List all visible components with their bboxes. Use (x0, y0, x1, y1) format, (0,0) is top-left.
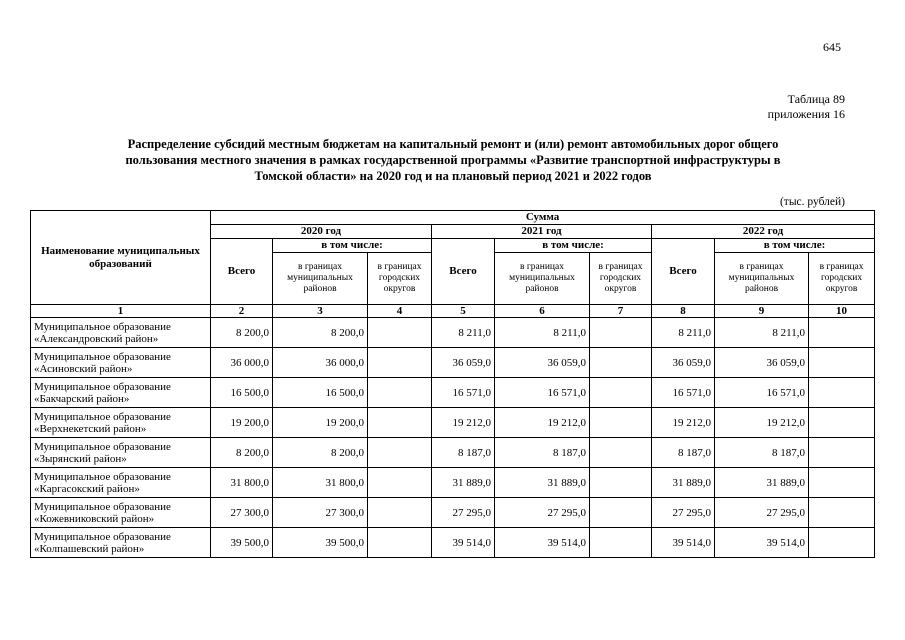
amount-cell: 8 200,0 (273, 438, 368, 468)
amount-cell: 31 889,0 (432, 468, 495, 498)
table-row (31, 408, 875, 438)
municipality-type: Муниципальное образование (34, 500, 171, 513)
amount-cell (590, 438, 652, 468)
header-total-2022: Всего (652, 239, 715, 305)
municipality-name (31, 318, 211, 348)
amount-cell: 27 295,0 (715, 498, 809, 528)
municipality-name (31, 348, 211, 378)
column-number: 2 (211, 305, 273, 318)
table-row (31, 468, 875, 498)
header-name-column: Наименование муниципальных образований (31, 211, 211, 305)
amount-cell: 31 889,0 (495, 468, 590, 498)
amount-cell (590, 378, 652, 408)
header-okrugs-2021: в границах городских округов (590, 253, 652, 305)
header-total-2021: Всего (432, 239, 495, 305)
column-number: 9 (715, 305, 809, 318)
column-number: 6 (495, 305, 590, 318)
amount-cell (809, 468, 875, 498)
amount-cell: 19 200,0 (211, 408, 273, 438)
amount-cell: 31 800,0 (273, 468, 368, 498)
table-row (31, 318, 875, 348)
municipality-name (31, 498, 211, 528)
column-number: 7 (590, 305, 652, 318)
title-line-2: пользования местного значения в рамках государственной программы «Развитие транспортной инфраструктуры в (125, 153, 781, 167)
amount-cell (809, 348, 875, 378)
amount-cell (809, 438, 875, 468)
column-number: 4 (368, 305, 432, 318)
page-number: 645 (823, 40, 841, 54)
municipality-type: Муниципальное образование (34, 320, 171, 333)
amount-cell: 8 187,0 (432, 438, 495, 468)
municipality-type: Муниципальное образование (34, 470, 171, 483)
table-row (31, 438, 875, 468)
column-numbers-row (31, 305, 875, 318)
amount-cell: 19 200,0 (273, 408, 368, 438)
amount-cell (590, 318, 652, 348)
amount-cell: 8 211,0 (652, 318, 715, 348)
column-number: 3 (273, 305, 368, 318)
municipality-name (31, 378, 211, 408)
amount-cell: 36 059,0 (652, 348, 715, 378)
column-number: 5 (432, 305, 495, 318)
amount-cell (368, 408, 432, 438)
table-row (31, 378, 875, 408)
amount-cell: 16 571,0 (495, 378, 590, 408)
amount-cell: 39 514,0 (715, 528, 809, 558)
amount-cell: 8 187,0 (495, 438, 590, 468)
municipality-title: «Каргасокский район» (34, 482, 140, 495)
amount-cell: 16 571,0 (432, 378, 495, 408)
header-districts-2022: в границах муниципальных районов (715, 253, 809, 305)
header-districts-2020: в границах муниципальных районов (273, 253, 368, 305)
municipality-title: «Александровский район» (34, 332, 159, 345)
amount-cell: 19 212,0 (652, 408, 715, 438)
amount-cell (368, 498, 432, 528)
column-number: 8 (652, 305, 715, 318)
amount-cell: 16 571,0 (715, 378, 809, 408)
amount-cell (368, 438, 432, 468)
table-row (31, 498, 875, 528)
amount-cell (368, 318, 432, 348)
amount-cell (590, 498, 652, 528)
amount-cell: 8 187,0 (652, 438, 715, 468)
amount-cell: 8 211,0 (432, 318, 495, 348)
municipality-name (31, 468, 211, 498)
amount-cell (809, 318, 875, 348)
amount-cell: 27 295,0 (652, 498, 715, 528)
municipality-type: Муниципальное образование (34, 380, 171, 393)
amount-cell (590, 468, 652, 498)
municipality-title: «Асиновский район» (34, 362, 133, 375)
amount-cell: 27 300,0 (211, 498, 273, 528)
amount-cell: 39 514,0 (495, 528, 590, 558)
appendix-number: приложения 16 (767, 107, 845, 121)
amount-cell: 19 212,0 (432, 408, 495, 438)
title-line-1: Распределение субсидий местным бюджетам на капитальный ремонт и (или) ремонт автомобильных дорог общего (127, 137, 779, 151)
amount-cell: 39 500,0 (273, 528, 368, 558)
municipality-type: Муниципальное образование (34, 410, 171, 423)
amount-cell (809, 498, 875, 528)
header-including-2021: в том числе: (495, 239, 652, 253)
municipality-title: «Кожевниковский район» (34, 512, 155, 525)
table-body (31, 318, 875, 558)
amount-cell (590, 348, 652, 378)
amount-cell: 16 571,0 (652, 378, 715, 408)
municipality-title: «Бакчарский район» (34, 392, 130, 405)
amount-cell: 8 200,0 (211, 438, 273, 468)
amount-cell: 39 514,0 (652, 528, 715, 558)
header-year-2020: 2020 год (211, 225, 432, 239)
amount-cell: 36 059,0 (495, 348, 590, 378)
amount-cell (368, 378, 432, 408)
municipality-title: «Зырянский район» (34, 452, 127, 465)
header-year-2021: 2021 год (432, 225, 652, 239)
header-including-2020: в том числе: (273, 239, 432, 253)
amount-cell: 8 200,0 (273, 318, 368, 348)
amount-cell: 39 500,0 (211, 528, 273, 558)
amount-cell: 31 889,0 (652, 468, 715, 498)
header-okrugs-2022: в границах городских округов (809, 253, 875, 305)
amount-cell: 27 295,0 (432, 498, 495, 528)
amount-cell: 8 187,0 (715, 438, 809, 468)
municipality-name (31, 408, 211, 438)
table-reference (768, 92, 845, 122)
amount-cell: 36 059,0 (715, 348, 809, 378)
table-number: Таблица 89 (787, 92, 845, 106)
amount-cell (368, 348, 432, 378)
amount-cell: 19 212,0 (715, 408, 809, 438)
header-districts-2021: в границах муниципальных районов (495, 253, 590, 305)
units-label: (тыс. рублей) (779, 196, 845, 208)
column-number: 10 (809, 305, 875, 318)
municipality-name (31, 438, 211, 468)
municipality-title: «Верхнекетский район» (34, 422, 147, 435)
municipality-type: Муниципальное образование (34, 440, 171, 453)
amount-cell: 36 000,0 (211, 348, 273, 378)
table-header (31, 211, 875, 318)
amount-cell: 31 800,0 (211, 468, 273, 498)
header-year-2022: 2022 год (652, 225, 875, 239)
header-okrugs-2020: в границах городских округов (368, 253, 432, 305)
table-row (31, 348, 875, 378)
table-row (31, 528, 875, 558)
header-including-2022: в том числе: (715, 239, 875, 253)
amount-cell (590, 408, 652, 438)
amount-cell (809, 408, 875, 438)
municipality-type: Муниципальное образование (34, 530, 171, 543)
header-total-2020: Всего (211, 239, 273, 305)
title-line-3: Томской области» на 2020 год и на плановый период 2021 и 2022 годов (254, 169, 652, 183)
amount-cell: 27 300,0 (273, 498, 368, 528)
amount-cell (809, 528, 875, 558)
document-title (60, 136, 846, 184)
amount-cell (809, 378, 875, 408)
amount-cell: 31 889,0 (715, 468, 809, 498)
amount-cell: 27 295,0 (495, 498, 590, 528)
amount-cell (368, 528, 432, 558)
amount-cell: 8 211,0 (715, 318, 809, 348)
municipality-name (31, 528, 211, 558)
amount-cell: 36 000,0 (273, 348, 368, 378)
amount-cell: 39 514,0 (432, 528, 495, 558)
header-sum: Сумма (211, 211, 875, 225)
amount-cell: 36 059,0 (432, 348, 495, 378)
amount-cell (368, 468, 432, 498)
subsidy-table (30, 210, 875, 558)
municipality-title: «Колпашевский район» (34, 542, 145, 555)
amount-cell: 16 500,0 (273, 378, 368, 408)
amount-cell: 8 200,0 (211, 318, 273, 348)
amount-cell: 8 211,0 (495, 318, 590, 348)
municipality-type: Муниципальное образование (34, 350, 171, 363)
column-number: 1 (31, 305, 211, 318)
amount-cell: 19 212,0 (495, 408, 590, 438)
amount-cell: 16 500,0 (211, 378, 273, 408)
amount-cell (590, 528, 652, 558)
